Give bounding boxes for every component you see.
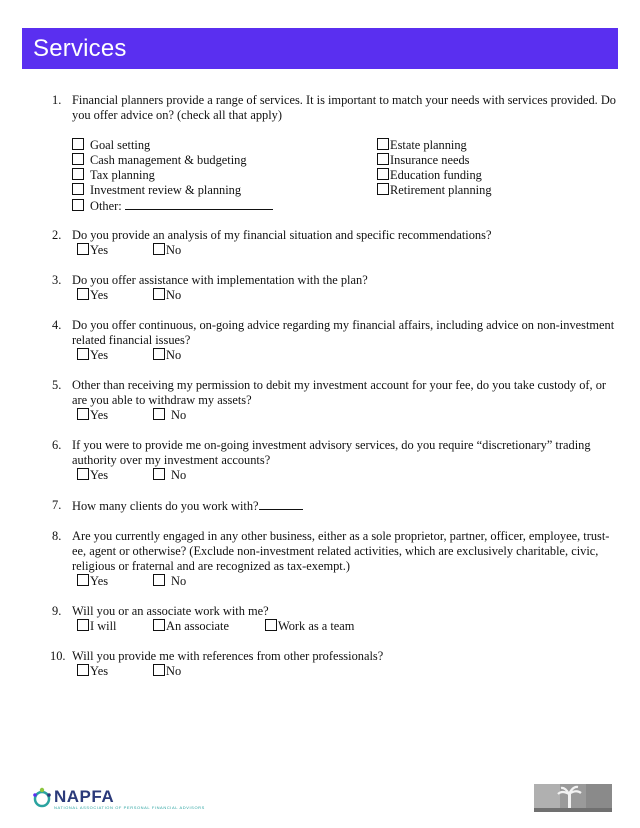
checkbox[interactable] [72,153,84,165]
question-text: How many clients do you work with? [72,499,259,513]
option-no[interactable]: No [153,243,181,258]
question-text: Do you provide an analysis of my financial situation and specific recommendations? [72,228,492,242]
checkbox[interactable] [377,168,389,180]
option-no[interactable]: No [153,664,181,679]
checkbox[interactable] [77,619,89,631]
question-text: Financial planners provide a range of services. It is important to match your needs with services provided. Do you offer advice on? (check all that apply) [72,93,617,122]
option-estate-planning[interactable]: Estate planning [377,138,467,153]
napfa-logo [32,786,205,810]
option-yes[interactable]: Yes [77,243,108,258]
option-tax-planning[interactable]: Tax planning [72,168,155,183]
option-goal-setting[interactable]: Goal setting [72,138,150,153]
option-cash-management[interactable]: Cash management & budgeting [72,153,247,168]
option-work-as-team[interactable]: Work as a team [265,619,354,634]
option-other[interactable]: Other: [72,198,273,213]
checkbox[interactable] [72,199,84,211]
option-i-will[interactable]: I will [77,619,117,634]
option-no[interactable]: No [153,408,186,423]
question-number: 9. [52,604,62,618]
checkbox[interactable] [153,243,165,255]
option-retirement-planning[interactable]: Retirement planning [377,183,492,198]
other-text-field[interactable] [125,198,273,210]
checkbox[interactable] [377,183,389,195]
option-yes[interactable]: Yes [77,348,108,363]
logo-text: NAPFA [54,787,115,806]
question-number: 1. [52,93,62,107]
option-yes[interactable]: Yes [77,574,108,589]
page-title: Services [33,35,127,62]
checkbox[interactable] [153,664,165,676]
question-number: 4. [52,318,62,332]
checkbox[interactable] [153,348,165,360]
option-no[interactable]: No [153,348,181,363]
question-text: Will you provide me with references from other professionals? [72,649,384,663]
question-number: 7. [52,498,62,512]
checkbox[interactable] [153,574,165,586]
checkbox[interactable] [77,243,89,255]
option-no[interactable]: No [153,468,186,483]
option-education-funding[interactable]: Education funding [377,168,482,183]
checkbox[interactable] [377,153,389,165]
checkbox[interactable] [77,408,89,420]
question-number: 10. [50,649,66,663]
question-text: Do you offer continuous, on-going advice regarding my financial affairs, including advice on non-investment related financial issues? [72,318,615,347]
clients-count-field[interactable] [259,498,303,510]
checkbox[interactable] [265,619,277,631]
option-investment-review[interactable]: Investment review & planning [72,183,241,198]
question-text: Do you offer assistance with implementation with the plan? [72,273,368,287]
option-an-associate[interactable]: An associate [153,619,229,634]
checkbox[interactable] [153,468,165,480]
checkbox[interactable] [77,288,89,300]
option-no[interactable]: No [153,574,186,589]
checkbox[interactable] [153,288,165,300]
question-text: If you were to provide me on-going investment advisory services, do you require “discretionary” trading authority over my investment accounts? [72,438,591,467]
checkbox[interactable] [377,138,389,150]
option-no[interactable]: No [153,288,181,303]
question-number: 8. [52,529,62,543]
question-number: 3. [52,273,62,287]
question-number: 6. [52,438,62,452]
checkbox[interactable] [77,468,89,480]
checkbox[interactable] [72,138,84,150]
napfa-logo-icon [32,786,54,810]
option-yes[interactable]: Yes [77,288,108,303]
checkbox[interactable] [72,168,84,180]
footer-photo [534,784,612,812]
question-text: Are you currently engaged in any other business, either as a sole proprietor, partner, officer, employee, trust-ee, agent or otherwise? (Exclude non-investment related activities, which are exclusively charitable, civic, religious or fraternal and are recognized as tax-exempt.) [72,529,610,573]
question-text: Will you or an associate work with me? [72,604,269,618]
checkbox[interactable] [77,574,89,586]
palm-tree-icon [534,784,612,812]
checkbox[interactable] [72,183,84,195]
question-number: 5. [52,378,62,392]
section-header [22,28,618,69]
checkbox[interactable] [77,664,89,676]
checkbox[interactable] [153,619,165,631]
option-yes[interactable]: Yes [77,664,108,679]
option-yes[interactable]: Yes [77,468,108,483]
logo-subtext: NATIONAL ASSOCIATION OF PERSONAL FINANCIAL ADVISORS [54,805,205,810]
checkbox[interactable] [77,348,89,360]
option-insurance-needs[interactable]: Insurance needs [377,153,469,168]
question-text: Other than receiving my permission to debit my investment account for your fee, do you take custody of, or are you able to withdraw my assets? [72,378,607,407]
option-yes[interactable]: Yes [77,408,108,423]
checkbox[interactable] [153,408,165,420]
question-number: 2. [52,228,62,242]
